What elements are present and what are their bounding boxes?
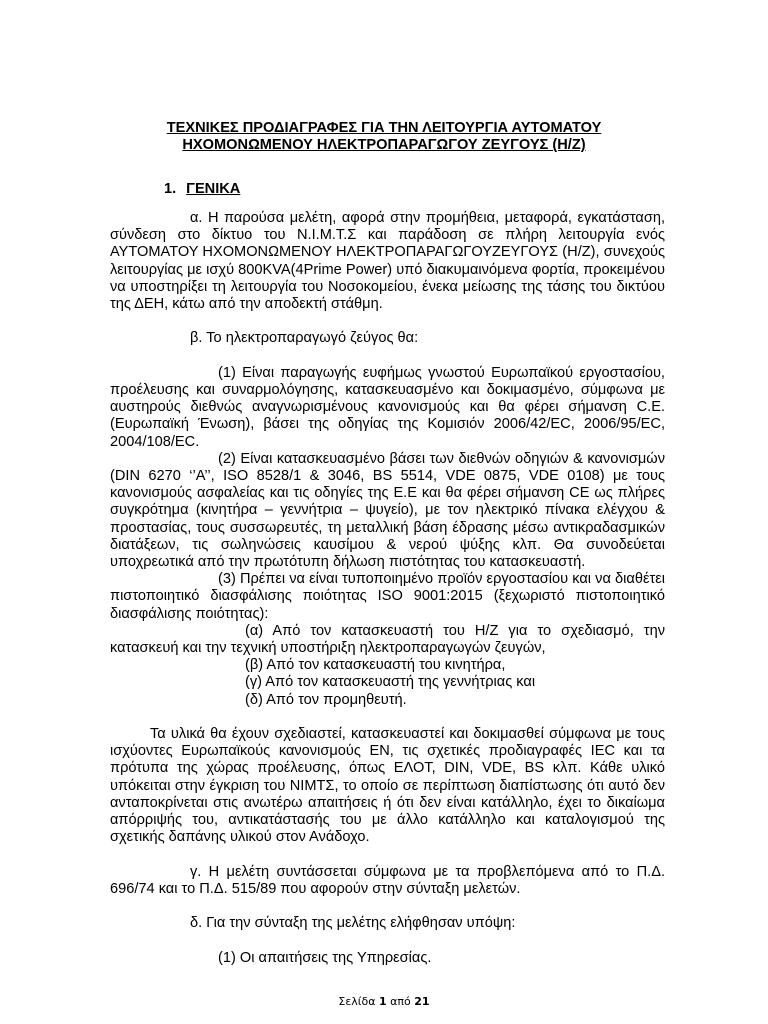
title-line-1: ΤΕΧΝΙΚΕΣ ΠΡΟΔΙΑΓΡΑΦΕΣ ΓΙΑ ΤΗΝ ΛΕΙΤΟΥΡΓΙΑ ΑΥΤΟΜΑΤΟΥ: [166, 120, 602, 136]
page-footer: [0, 995, 768, 1008]
paragraph-materials: Τα υλικά θα έχουν σχεδιαστεί, κατασκευαστεί και δοκιμασθεί σύμφωνα με τους ισχύοντες Ευρωπαϊκούς κανονισμούς EN, τις σχετικές προδιαγραφές IEC και τα πρότυπα της χώρας προέλευσης, όπως ΕΛΟΤ, DIN, VDE, BS κλπ. Κάθε υλικό υπόκειται στην έγκριση του ΝΙΜΤΣ, το οποίο σε περίπτωση διαπίστωσης ότι αυτό δεν ανταποκρίνεται στις ανωτέρω απαιτήσεις ή ότι δεν είναι κατάλληλο, έχει το δικαίωμα απόρριψής του, αντικατάστασής του με άλλο κατάλληλο και καταλογισμού της σχετικής δαπάνης υλικού στον Ανάδοχο.: [110, 726, 665, 846]
paragraph-b3c: (γ) Από τον κατασκευαστή της γεννήτριας και: [245, 674, 536, 691]
paragraph-b3a: (α) Από τον κατασκευαστή του Η/Ζ για το σχεδιασμό, την κατασκευή και την τεχνική υποστήριξη ηλεκτροπαραγωγών ζευγών,: [110, 622, 665, 657]
paragraph-b2: (2) Είναι κατασκευασμένο βάσει των διεθνών οδηγιών & κανονισμών (DIN 6270 ‘’A’’, ISO 8528/1 & 3046, BS 5514, VDE 0875, VDE 0108) με τους κανονισμούς ασφαλείας και τις οδηγίες της Ε.Ε και θα φέρει σήμανση CE ως πλήρες συγκρότημα (κινητήρα – γεννήτρια – ψυγείο), με τον ηλεκτρικό πίνακα ελέγχου & προστασίας, τους συσσωρευτές, τη μεταλλική βάση έδρασης μέσω αντικραδασμικών διατάξεων, τις σωληνώσεις καυσίμου & νερού ψύξης κλπ. Θα συνοδεύεται υποχρεωτικά από την πρωτότυπη δήλωση πιστότητας του κατασκευαστή.: [110, 450, 665, 571]
paragraph-d-intro: δ. Για την σύνταξη της μελέτης ελήφθησαν υπόψη:: [190, 915, 516, 932]
paragraph-b3d: (δ) Από τον προμηθευτή.: [245, 691, 407, 708]
title-line-2: ΗΧΟΜΟΝΩΜΕΝΟΥ ΗΛΕΚΤΡΟΠΑΡΑΓΩΓΟΥ ΖΕΥΓΟΥΣ (Η/Ζ): [182, 137, 586, 153]
footer-page-total: 21: [414, 995, 430, 1008]
footer-prefix: Σελίδα: [338, 995, 376, 1008]
paragraph-b1: (1) Είναι παραγωγής ευφήμως γνωστού Ευρωπαϊκού εργοστασίου, προέλευσης και συναρμολόγησης, κατασκευασμένο και δοκιμασμένο, σύμφωνα με αυστηρούς διεθνώς αναγνωρισμένους κανονισμούς και θα φέρει σήμανση C.E. (Ευρωπαϊκή Ένωση), βάσει της οδηγίας της Κομισιόν 2006/42/EC, 2006/95/EC, 2004/108/EC.: [110, 364, 665, 450]
document-title: [110, 120, 658, 154]
section-heading: [164, 181, 250, 198]
footer-page-number: 1: [379, 995, 387, 1008]
paragraph-c: γ. Η μελέτη συντάσσεται σύμφωνα με τα προβλεπόμενα από το Π.Δ. 696/74 και το Π.Δ. 515/89 που αφορούν στην σύνταξη μελετών.: [110, 863, 665, 897]
paragraph-a: α. Η παρούσα μελέτη, αφορά στην προμήθεια, μεταφορά, εγκατάσταση, σύνδεση στο δίκτυο του Ν.Ι.Μ.Τ.Σ και παράδοση σε πλήρη λειτουργία ενός ΑΥΤΟΜΑΤΟΥ ΗΧΟΜΟΝΩΜΕΝΟΥ ΗΛΕΚΤΡΟΠΑΡΑΓΩΓΟΥΖΕΥΓΟΥΣ (Η/Ζ), συνεχούς λειτουργίας με ισχύ 800KVA(4Prime Power) υπό διακυμαινόμενα φορτία, προκειμένου να υποστηρίξει τη λειτουργία του Νοσοκομείου, ένεκα μείωσης της τάσης του δικτύου της ΔΕΗ, κάτω από την αποδεκτή στάθμη.: [110, 210, 665, 313]
paragraph-b-intro: β. Το ηλεκτροπαραγωγό ζεύγος θα:: [190, 330, 419, 347]
footer-separator: από: [390, 995, 411, 1008]
section-number: 1.: [164, 181, 177, 197]
section-title: ΓΕΝΙΚΑ: [186, 181, 241, 197]
paragraph-d1: (1) Οι απαιτήσεις της Υπηρεσίας.: [218, 949, 432, 966]
paragraph-b3: (3) Πρέπει να είναι τυποποιημένο προϊόν εργοστασίου και να διαθέτει πιστοποιητικό διασφάλισης ποιότητας ISO 9001:2015 (ξεχωριστό πιστοποιητικό διασφάλισης ποιότητας):: [110, 571, 665, 622]
paragraph-b3b: (β) Από τον κατασκευαστή του κινητήρα,: [245, 657, 506, 674]
document-body: [110, 210, 665, 967]
